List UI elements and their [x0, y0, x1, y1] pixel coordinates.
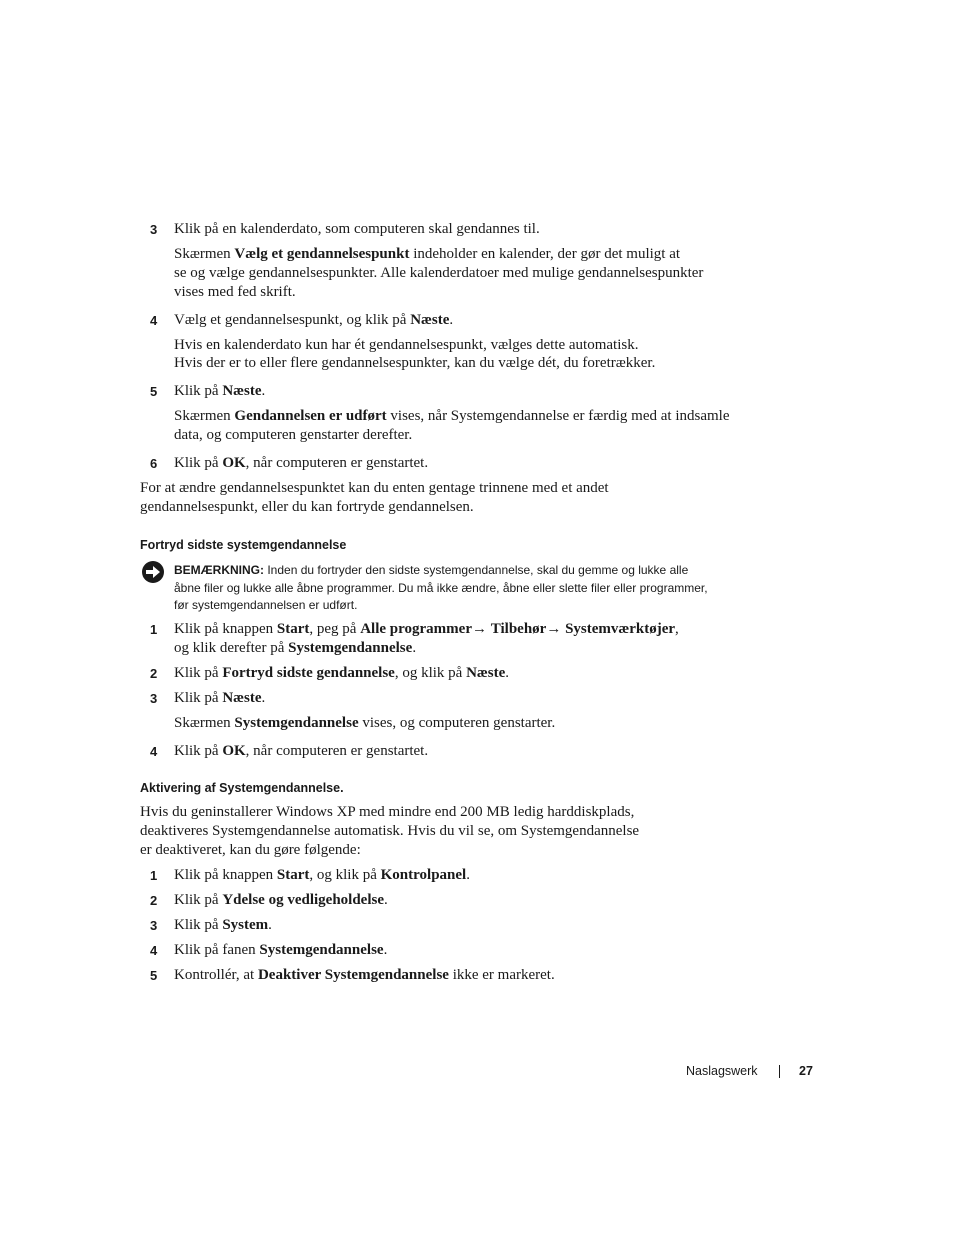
notice-text: BEMÆRKNING: Inden du fortryder den sidste systemgendannelse, skal du gemme og lukke alle [174, 563, 689, 577]
step-text: Vælg et gendannelsespunkt, og klik på Næste. [174, 312, 454, 328]
step-text: Klik på Næste. [174, 690, 266, 706]
step-number: 4 [150, 313, 158, 328]
step-text: Klik på System. [174, 917, 272, 933]
step-number: 5 [150, 968, 158, 983]
step-number: 2 [150, 893, 158, 908]
step-text: Klik på knappen Start, peg på Alle programmer→ Tilbehør→ Systemværktøjer, [174, 621, 679, 637]
step-detail: Skærmen Gendannelsen er udført vises, når Systemgendannelse er færdig med at indsamle [174, 408, 730, 424]
section-heading: Aktivering af Systemgendannelse. [140, 781, 344, 795]
paragraph: Hvis du geninstallerer Windows XP med mindre end 200 MB ledig harddiskplads, [140, 804, 635, 820]
step-number: 3 [150, 691, 158, 706]
step-detail: Skærmen Systemgendannelse vises, og computeren genstarter. [174, 715, 556, 731]
step-detail: se og vælge gendannelsespunkter. Alle kalenderdatoer med mulige gendannelsespunkter [174, 265, 704, 281]
step-detail: data, og computeren genstarter derefter. [174, 427, 413, 443]
step-text: Klik på OK, når computeren er genstartet. [174, 455, 429, 471]
step-number: 1 [150, 622, 158, 637]
step-text: Klik på Næste. [174, 383, 266, 399]
section-heading: Fortryd sidste systemgendannelse [140, 538, 347, 552]
step-text: Klik på Ydelse og vedligeholdelse. [174, 892, 388, 908]
notice-text: før systemgendannelsen er udført. [174, 598, 358, 612]
step-text: Klik på fanen Systemgendannelse. [174, 942, 388, 958]
step-text: Klik på Fortryd sidste gendannelse, og klik på Næste. [174, 665, 509, 681]
paragraph: deaktiveres Systemgendannelse automatisk. Hvis du vil se, om Systemgendannelse [140, 823, 640, 839]
step-text: Kontrollér, at Deaktiver Systemgendannelse ikke er markeret. [174, 967, 555, 983]
page-number: 27 [799, 1064, 813, 1078]
notice-text: åbne filer og lukke alle åbne programmer. Du må ikke ændre, åbne eller slette filer eller programmer, [174, 581, 708, 595]
step-text: Klik på OK, når computeren er genstartet. [174, 743, 429, 759]
step-number: 5 [150, 384, 158, 399]
paragraph: For at ændre gendannelsespunktet kan du enten gentage trinnene med et andet [140, 480, 609, 496]
step-detail: vises med fed skrift. [174, 284, 296, 300]
step-detail: Hvis en kalenderdato kun har ét gendannelsespunkt, vælges dette automatisk. [174, 337, 639, 353]
step-text: og klik derefter på Systemgendannelse. [174, 640, 417, 656]
step-number: 1 [150, 868, 158, 883]
step-number: 6 [150, 456, 158, 471]
step-text: Klik på en kalenderdato, som computeren skal gendannes til. [174, 221, 540, 237]
step-number: 3 [150, 222, 158, 237]
footer-section: Naslagswerk [686, 1064, 758, 1078]
step-number: 2 [150, 666, 158, 681]
step-number: 3 [150, 918, 158, 933]
paragraph: gendannelsespunkt, eller du kan fortryde gendannelsen. [140, 499, 474, 515]
footer-separator [779, 1065, 780, 1078]
step-number: 4 [150, 943, 158, 958]
step-text: Klik på knappen Start, og klik på Kontrolpanel. [174, 867, 470, 883]
step-detail: Hvis der er to eller flere gendannelsespunkter, kan du vælge dét, du foretrækker. [174, 355, 656, 371]
step-number: 4 [150, 744, 158, 759]
notice-icon [141, 560, 165, 584]
paragraph: er deaktiveret, kan du gøre følgende: [140, 842, 361, 858]
step-detail: Skærmen Vælg et gendannelsespunkt indeholder en kalender, der gør det muligt at [174, 246, 681, 262]
